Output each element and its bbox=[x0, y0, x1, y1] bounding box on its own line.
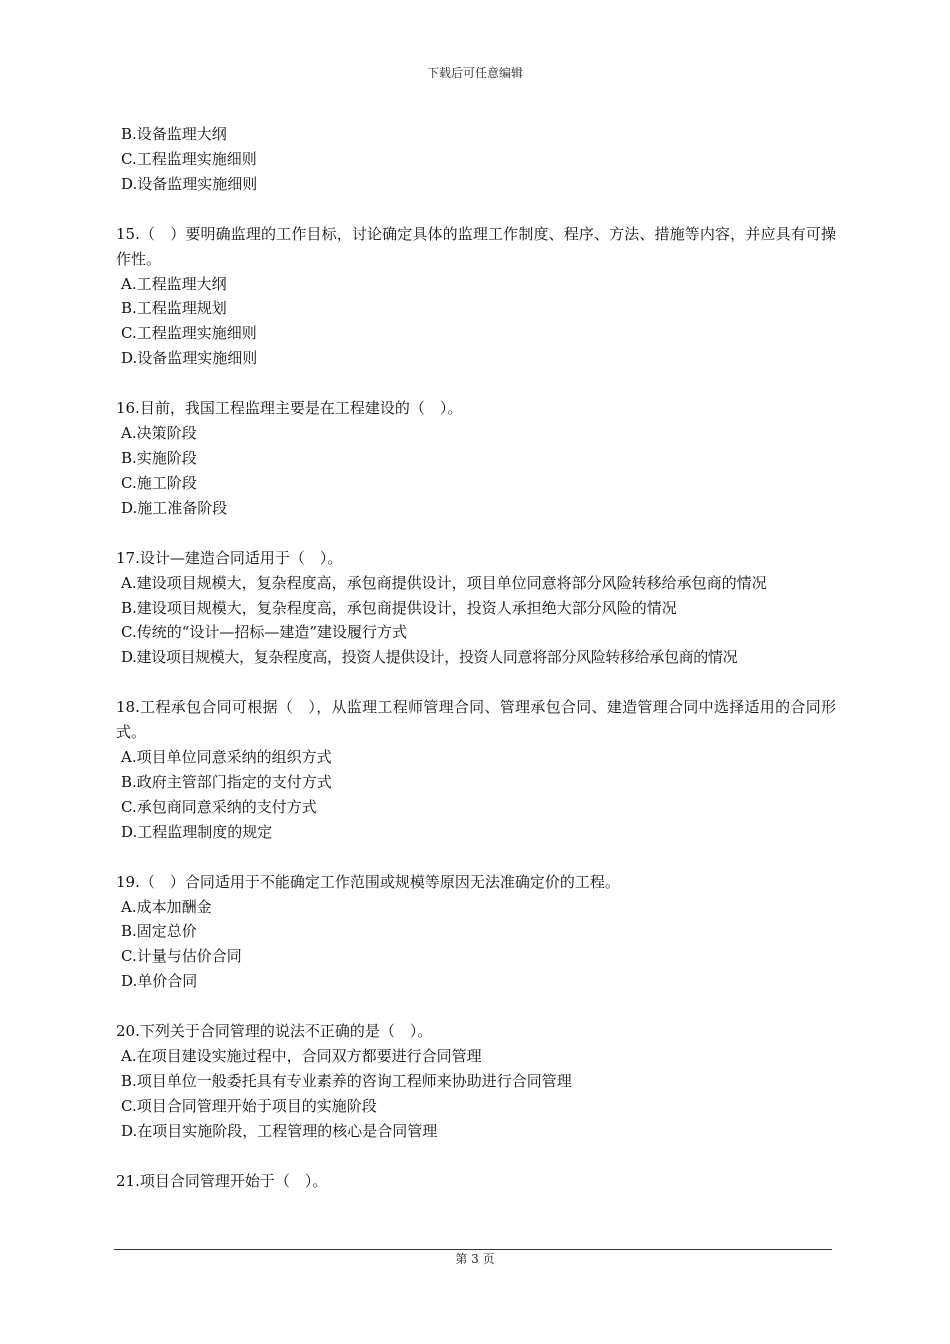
option-a: A.建设项目规模大，复杂程度高，承包商提供设计，项目单位同意将部分风险转移给承包商的情况 bbox=[121, 573, 767, 592]
option-c: C.工程监理实施细则 bbox=[121, 324, 257, 343]
option-d: D.工程监理制度的规定 bbox=[121, 822, 273, 841]
option-a: A.项目单位同意采纳的组织方式 bbox=[121, 748, 332, 767]
option-c: C.承包商同意采纳的支付方式 bbox=[121, 797, 317, 816]
option-d: D.设备监理实施细则 bbox=[121, 349, 258, 368]
question-stem: 19.（ ）合同适用于不能确定工作范围或规模等原因无法准确定价的工程。 bbox=[116, 872, 620, 891]
option-d: D.在项目实施阶段，工程管理的核心是合同管理 bbox=[121, 1121, 438, 1140]
option-c: C.施工阶段 bbox=[121, 473, 197, 492]
option-a: A.在项目建设实施过程中，合同双方都要进行合同管理 bbox=[121, 1047, 482, 1066]
question-stem: 21.项目合同管理开始于（ ）。 bbox=[116, 1171, 328, 1190]
option-b: B.工程监理规划 bbox=[121, 299, 227, 318]
option-b: B.固定总价 bbox=[121, 922, 197, 941]
question-17 bbox=[116, 546, 836, 671]
option-b: B.政府主管部门指定的支付方式 bbox=[121, 772, 332, 791]
option-a: A.工程监理大纲 bbox=[121, 274, 227, 293]
question-16 bbox=[116, 396, 836, 521]
option-d: D.施工准备阶段 bbox=[121, 498, 228, 517]
question-19 bbox=[116, 870, 836, 995]
question-stem: 20.下列关于合同管理的说法不正确的是（ ）。 bbox=[116, 1022, 433, 1041]
option-d: D.设备监理实施细则 bbox=[121, 174, 258, 193]
question-stem: 17.设计—建造合同适用于（ ）。 bbox=[116, 548, 343, 567]
option-d: D.单价合同 bbox=[121, 972, 198, 991]
option-c: C.传统的“设计—招标—建造”建设履行方式 bbox=[121, 623, 408, 642]
option-c: C.工程监理实施细则 bbox=[121, 149, 257, 168]
page-number: 第 3 页 bbox=[455, 1252, 495, 1266]
page-header: 下载后可任意编辑 bbox=[426, 66, 523, 80]
option-c: C.计量与估价合同 bbox=[121, 947, 242, 966]
question-20 bbox=[116, 1019, 836, 1144]
question-stem: 16.目前，我国工程监理主要是在工程建设的（ ）。 bbox=[116, 399, 463, 418]
question-14-continuation bbox=[116, 122, 836, 197]
option-b: B.项目单位一般委托具有专业素养的咨询工程师来协助进行合同管理 bbox=[121, 1072, 572, 1090]
question-stem: 15.（ ）要明确监理的工作目标，讨论确定具体的监理工作制度、程序、方法、措施等内容，并应具有可操作性。 bbox=[116, 224, 836, 268]
option-a: A.决策阶段 bbox=[121, 424, 197, 443]
question-list bbox=[116, 122, 836, 1194]
option-b: B.建设项目规模大，复杂程度高，承包商提供设计，投资人承担绝大部分风险的情况 bbox=[121, 598, 677, 617]
option-a: A.成本加酬金 bbox=[121, 897, 212, 916]
option-d: D.建设项目规模大，复杂程度高，投资人提供设计，投资人同意将部分风险转移给承包商的情况 bbox=[121, 648, 738, 667]
option-b: B.实施阶段 bbox=[121, 448, 197, 467]
question-18 bbox=[116, 695, 836, 844]
question-stem: 18.工程承包合同可根据（ ），从监理工程师管理合同、管理承包合同、建造管理合同中选择适用的合同形式。 bbox=[116, 698, 836, 742]
question-21 bbox=[116, 1169, 836, 1194]
question-15 bbox=[116, 222, 836, 371]
option-b: B.设备监理大纲 bbox=[121, 125, 227, 143]
option-c: C.项目合同管理开始于项目的实施阶段 bbox=[121, 1096, 377, 1115]
